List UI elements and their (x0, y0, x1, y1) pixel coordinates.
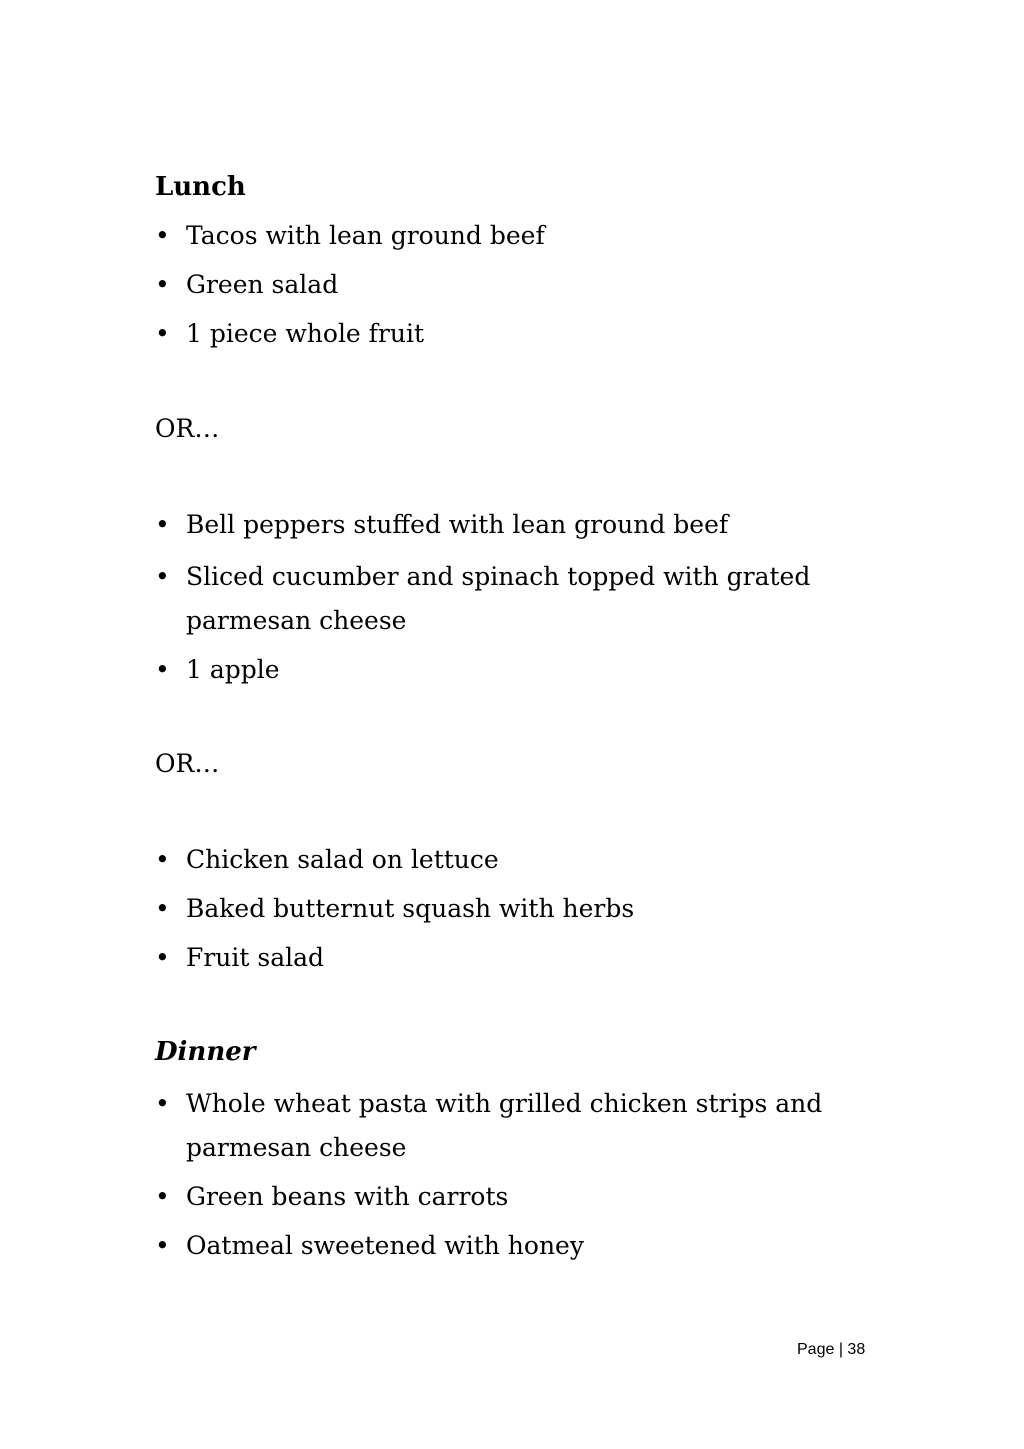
list-item-text: Tacos with lean ground beef (186, 221, 545, 250)
bullet-icon: • (155, 1182, 170, 1211)
bullet-icon: • (155, 1231, 170, 1260)
list-item (155, 648, 855, 692)
list-item (155, 1224, 855, 1268)
dinner-list (155, 1082, 855, 1268)
list-item-text: Bell peppers stuffed with lean ground beef (186, 510, 729, 539)
lunch-option-2-list (155, 503, 855, 692)
bullet-icon: • (155, 894, 170, 923)
list-item (155, 1175, 855, 1219)
list-item-text: 1 piece whole fruit (186, 319, 425, 348)
dinner-heading: Dinner (155, 1037, 256, 1067)
list-item (155, 214, 855, 258)
bullet-icon: • (155, 562, 170, 591)
list-item-text: Baked butternut squash with herbs (186, 894, 635, 923)
page-number: Page | 38 (797, 1341, 866, 1358)
list-item-text: Green salad (186, 270, 339, 299)
list-item (155, 887, 855, 931)
list-item (155, 936, 855, 980)
list-item (155, 555, 846, 643)
list-item-text: 1 apple (186, 655, 280, 684)
bullet-icon: • (155, 270, 170, 299)
list-item-text: Whole wheat pasta with grilled chicken strips and parmesan cheese (186, 1089, 823, 1162)
bullet-icon: • (155, 943, 170, 972)
list-item (155, 838, 855, 882)
bullet-icon: • (155, 510, 170, 539)
bullet-icon: • (155, 655, 170, 684)
list-item (155, 1082, 846, 1170)
list-item-text: Oatmeal sweetened with honey (186, 1231, 584, 1260)
bullet-icon: • (155, 845, 170, 874)
or-separator: OR… (155, 749, 220, 778)
list-item (155, 503, 855, 547)
or-separator: OR… (155, 414, 220, 443)
list-item (155, 312, 855, 356)
bullet-icon: • (155, 319, 170, 348)
list-item-text: Sliced cucumber and spinach topped with grated parmesan cheese (186, 562, 811, 635)
lunch-option-3-list (155, 838, 855, 980)
list-item (155, 263, 855, 307)
list-item-text: Green beans with carrots (186, 1182, 509, 1211)
list-item-text: Chicken salad on lettuce (186, 845, 499, 874)
lunch-heading: Lunch (155, 172, 246, 202)
list-item-text: Fruit salad (186, 943, 325, 972)
bullet-icon: • (155, 1089, 170, 1118)
lunch-option-1-list (155, 214, 855, 356)
bullet-icon: • (155, 221, 170, 250)
